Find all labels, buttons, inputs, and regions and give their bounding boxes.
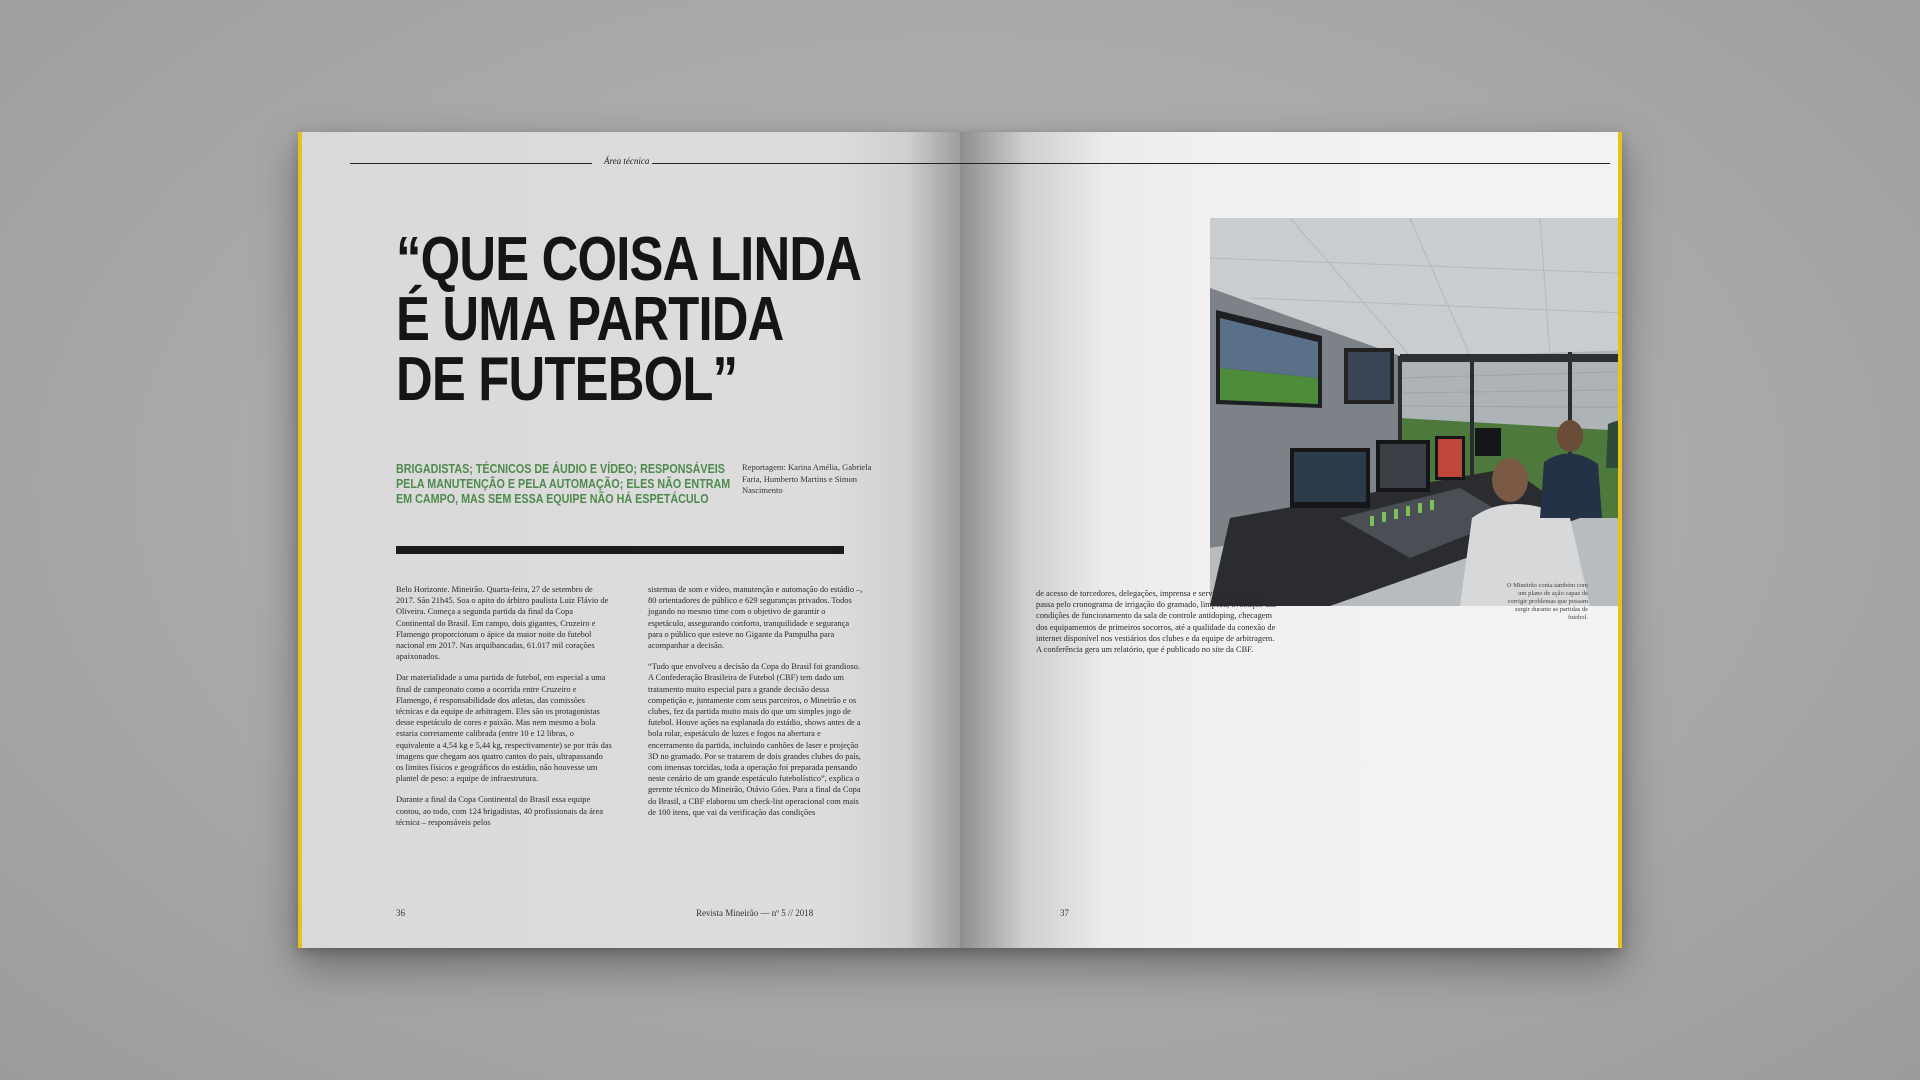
text-column-2 [648,584,864,828]
page-number-right: 37 [1060,908,1069,918]
headline-line: DE FUTEBOL” [396,345,738,414]
page-number-left: 36 [396,908,405,918]
control-room-photo [1210,218,1622,606]
footer-publication: Revista Mineirão — nº 5 // 2018 [696,908,814,918]
paragraph: Belo Horizonte. Mineirão. Quarta-feira, 27 de setembro de 2017. São 21h45. Soa o apito do árbitro paulista Luiz Flávio de Oliveira. Começa a segunda partida da final da Copa Continental do Brasil. Em campo, dois gigantes, Cruzeiro e Flamengo proporcionam o ápice da maior noite do futebol nacional em 2017. Nas arquibancadas, 61.017 mil corações apaixonados. [396,585,609,662]
header-rule-mid [652,163,960,164]
header-rule-right [960,163,1610,164]
headline-line: É UMA PARTIDA [396,285,784,354]
section-label: Área técnica [604,156,650,166]
photo-illustration [1210,218,1622,606]
byline: Reportagem: Karina Amélia, Gabriela Faria, Humberto Martins e Simon Nascimento [742,462,872,495]
magazine-spread [298,132,1622,948]
text-column-1 [396,584,612,838]
header-rule-left [350,163,592,164]
photo-caption: O Mineirão conta também com um plano de ação capaz de corrigir problemas que possam surgir durante as partidas de futebol. [1506,582,1588,621]
paragraph: Durante a final da Copa Continental do Brasil essa equipe contou, ao todo, com 124 brigadistas, 40 profissionais da área técnica – responsáveis pelos [396,795,604,827]
headline-line: “QUE COISA LINDA [396,225,862,294]
headline [396,225,862,414]
headline-rule [396,546,844,554]
text-column-3: de acesso de torcedores, delegações, imprensa e serviços ao estádio, passa pelo cronograma de irrigação do gramado, limpeza, avaliação das condições de funcionamento da sala de controle antidoping, checagem dos equipamentos de primeiros socorros, até a qualidade da conexão de internet disponível nos vestiários dos clubes e da equipe de arbitragem. A conferência gera um relatório, que é publicado no site da CBF. [1036,589,1277,655]
left-page [298,132,960,948]
dek: BRIGADISTAS; TÉCNICOS DE ÁUDIO E VÍDEO; RESPONSÁVEIS PELA MANUTENÇÃO E PELA AUTOMAÇÃO; ELES NÃO ENTRAM EM CAMPO, MAS SEM ESSA EQUIPE NÃO HÁ ESPETÁCULO [396,462,731,506]
right-page [960,132,1622,948]
paragraph: sistemas de som e vídeo, manutenção e automação do estádio –, 80 orientadores de público e 629 seguranças privados. Todos jogando no mesmo time com o objetivo de garantir o espetáculo, assegurando conforto, tranquilidade e segurança para o público que esteve no Gigante da Pampulha para acompanhar a decisão. [648,585,863,651]
paragraph: Dar materialidade a uma partida de futebol, em especial a uma final de campeonato como a ocorrida entre Cruzeiro e Flamengo, é responsabilidade dos atletas, das comissões técnicas e da equipe de arbitragem. Eles são os protagonistas desse espetáculo de cores e paixão. Mas nem mesmo a bola estaria corretamente calibrada (entre 10 e 12 libras, o equivalente a 4,54 kg e 5,44 kg, respectivamente) se por trás das imagens que chegam aos quatro cantos do país, ultrapassando os limites físicos e geográficos do estádio, não houvesse um plantel de peso: a equipe de infraestrutura. [396,673,612,784]
paragraph: “Tudo que envolveu a decisão da Copa do Brasil foi grandioso. A Confederação Brasileira de Futebol (CBF) tem dado um tratamento muito especial para a grande decisão dessa competição e, juntamente com seus parceiros, o Mineirão e os clubes, fez da partida muito mais do que um simples jogo de futebol. Houve ações na esplanada do estádio, shows antes de a bola rolar, espetáculo de luzes e fogos na abertura e encerramento da partida, incluindo canhões de laser e projeção 3D no gramado. Por se tratarem de dois grandes clubes do país, com imensas torcidas, toda a operação foi preparada pensando neste cenário de um grande espetáculo futebolístico”, explica o gerente técnico do Mineirão, Otávio Góes. Para a final da Copa do Brasil, a CBF elaborou um check-list operacional com mais de 100 itens, que vai da verificação das condições [648,662,861,817]
